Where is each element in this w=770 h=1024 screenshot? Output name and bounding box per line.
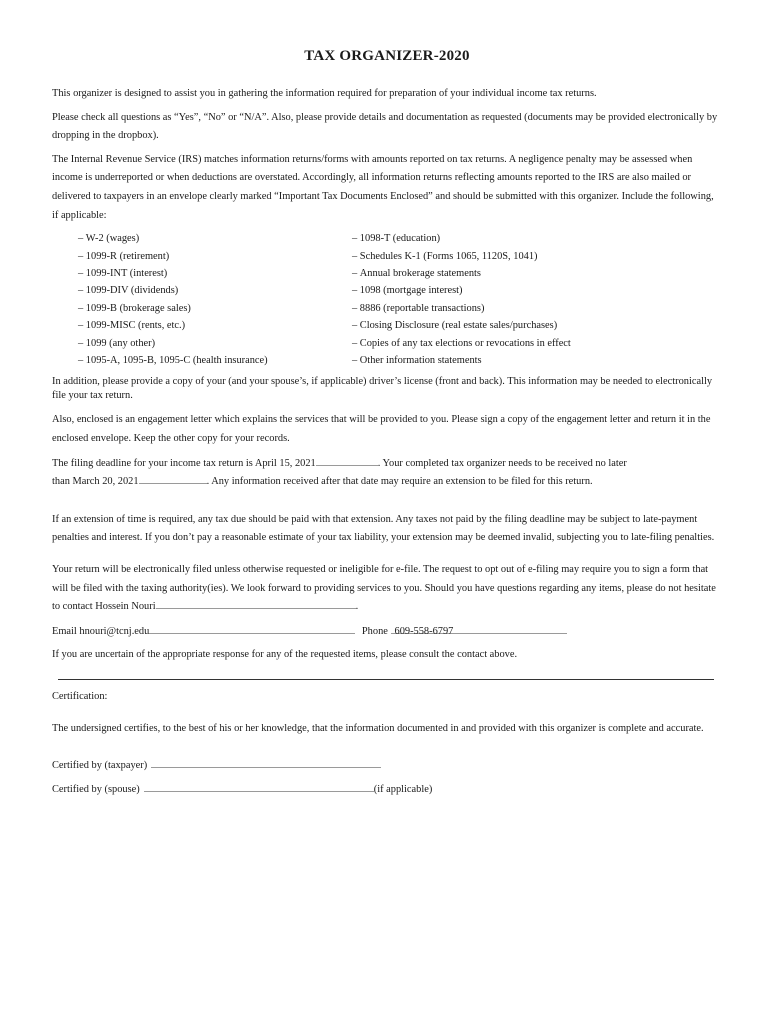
- email-label: Email hnouri@tcnj.edu: [52, 625, 150, 637]
- email-blank: [149, 623, 355, 634]
- irs-paragraph: The Internal Revenue Service (IRS) matches information returns/forms with amounts reported on tax returns. A negligence penalty may be assessed when income is underreported or when deductions are overstated. Accordingly, all information returns reflecting amounts reported to the IRS are also mailed or delivered to taxpayers in an envelope clearly marked “Important Tax Documents Enclosed” and should be submitted with this organizer. Include the following, if applicable:: [52, 153, 714, 221]
- organizer-deadline-blank[interactable]: [139, 473, 207, 484]
- uncertain-paragraph: If you are uncertain of the appropriate response for any of the requested items, please consult the contact above.: [52, 649, 518, 661]
- list-item: – Schedules K-1 (Forms 1065, 1120S, 1041): [352, 248, 712, 265]
- documents-list-left: [78, 230, 352, 369]
- list-item: – Other information statements: [352, 352, 712, 369]
- list-item: – Closing Disclosure (real estate sales/purchases): [352, 317, 712, 334]
- drivers-license-paragraph: In addition, please provide a copy of your (and your spouse’s, if applicable) driver’s license (front and back). This information may be needed to electronically file your tax return.: [52, 376, 713, 402]
- intro-paragraph: This organizer is designed to assist you in gathering the information required for preparation of your individual income tax returns.: [52, 88, 597, 99]
- certification-heading: Certification:: [52, 690, 108, 702]
- phone-blank: [391, 623, 567, 637]
- return-deadline-blank[interactable]: [316, 455, 378, 466]
- efile-paragraph: Your return will be electronically filed unless otherwise requested or ineligible for e-file. The request to opt out of e-filing may require you to sign a form that will be filed with the taxing authority(ies). We look forward to providing services to you. Should you have questions regarding any items, please do not hesitate to contact Hossein Nouri .: [52, 563, 716, 613]
- list-item: – 1099-B (brokerage sales): [78, 300, 352, 317]
- list-item: – 1098-T (education): [352, 230, 712, 247]
- engagement-letter-paragraph: Also, enclosed is an engagement letter which explains the services that will be provided to you. Please sign a copy of the engagement letter and return it in the enclosed envelope. Keep the other copy for your records.: [52, 414, 711, 444]
- filing-deadline-paragraph: The filing deadline for your income tax return is April 15, 2021 . Your completed tax organizer needs to be received no later than March 20, 2021 . Any information received after that date may require an extension to be filed for this return.: [52, 455, 722, 492]
- list-item: – 1098 (mortgage interest): [352, 282, 712, 299]
- list-item: – W-2 (wages): [78, 230, 352, 247]
- taxpayer-signature-line: Certified by (taxpayer): [52, 757, 722, 776]
- contact-blank: [156, 598, 356, 609]
- phone-value: 609-558-6797: [394, 625, 454, 637]
- list-item: – 1099-DIV (dividends): [78, 282, 352, 299]
- extension-paragraph: If an extension of time is required, any tax due should be paid with that extension. Any taxes not paid by the filing deadline may be subject to late-payment penalties and interest. If you don’t pay a reasonable estimate of your tax liability, your extension may be deemed invalid, subjecting you to late-filing penalties.: [52, 513, 715, 544]
- list-item: – 1095-A, 1095-B, 1095-C (health insurance): [78, 352, 352, 369]
- spouse-signature-line: Certified by (spouse) (if applicable): [52, 781, 722, 800]
- list-item: – 1099-MISC (rents, etc.): [78, 317, 352, 334]
- list-item: – 1099 (any other): [78, 335, 352, 352]
- section-divider: [58, 679, 714, 680]
- list-item: – 8886 (reportable transactions): [352, 300, 712, 317]
- spouse-signature-field[interactable]: [144, 781, 374, 792]
- contact-line: [52, 623, 722, 642]
- certification-statement: The undersigned certifies, to the best of his or her knowledge, that the information documented in and provided with this organizer is complete and accurate.: [52, 722, 704, 734]
- list-item: – 1099-R (retirement): [78, 248, 352, 265]
- documents-list-right: [352, 230, 712, 369]
- list-item: – Copies of any tax elections or revocations in effect: [352, 335, 712, 352]
- page-title: TAX ORGANIZER-2020: [304, 48, 470, 64]
- documents-list: [78, 230, 722, 369]
- check-questions-paragraph: Please check all questions as “Yes”, “No” or “N/A”. Also, please provide details and documentation as requested (documents may be provided electronically by dropping in the dropbox).: [52, 111, 718, 142]
- phone-label: Phone: [361, 625, 388, 637]
- taxpayer-signature-field[interactable]: [151, 757, 381, 768]
- list-item: – Annual brokerage statements: [352, 265, 712, 282]
- list-item: – 1099-INT (interest): [78, 265, 352, 282]
